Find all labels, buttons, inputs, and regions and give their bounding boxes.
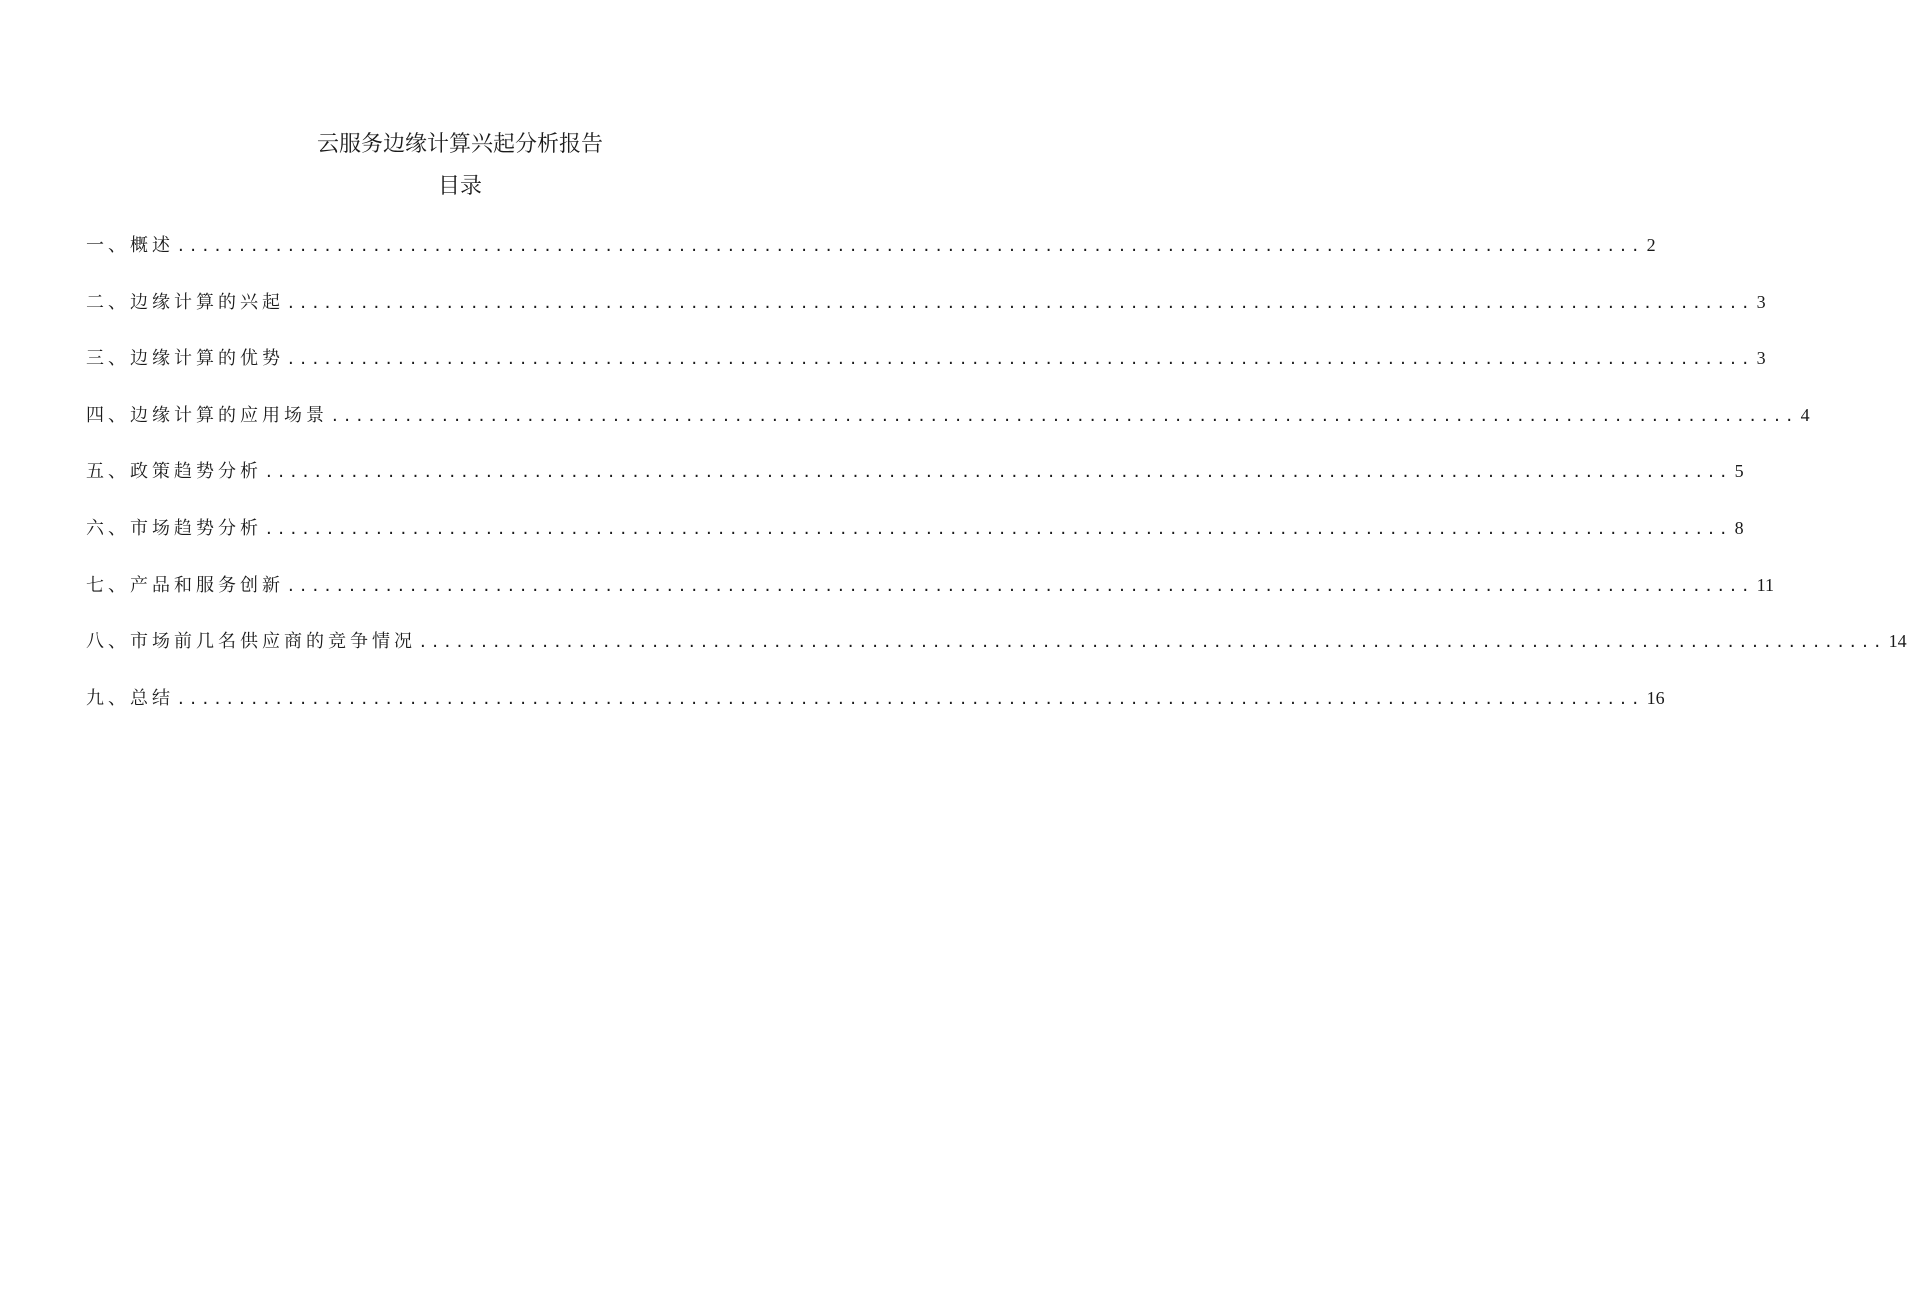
toc-entry-label: 七、产品和服务创新 [86,574,284,596]
toc-leader-dots: ........................................................................................................................ [266,461,1733,483]
toc-entry-label: 三、边缘计算的优势 [86,348,284,370]
toc-leader-dots: ........................................................................................................................ [178,687,1645,709]
toc-entry[interactable] [86,628,1907,685]
toc-entry-label: 一、概述 [86,235,174,256]
toc-entry-label: 五、政策趋势分析 [86,461,262,483]
toc-heading: 目录 [437,174,482,199]
toc-entry-label: 二、边缘计算的兴起 [86,291,284,313]
toc-leader-dots: ........................................................................................................................ [288,348,1755,370]
document-title: 云服务边缘计算兴起分析报告 [316,132,603,157]
toc-entry[interactable] [86,685,1665,742]
toc-entry[interactable] [86,402,1810,459]
toc-entry-page: 3 [1756,348,1766,369]
toc-entry-page: 5 [1734,461,1744,482]
toc-entry-label: 四、边缘计算的应用场景 [86,404,328,426]
toc-entry[interactable] [86,572,1774,629]
toc-entry[interactable] [86,345,1766,402]
toc-entry-page: 11 [1756,574,1774,595]
toc-leader-dots: ........................................................................................................................ [288,291,1755,313]
toc-entry[interactable] [86,515,1744,572]
table-of-contents [86,232,1907,741]
toc-leader-dots: ........................................................................................................................ [288,574,1755,596]
toc-entry-label: 六、市场趋势分析 [86,517,262,539]
toc-entry-page: 4 [1800,404,1810,425]
toc-entry[interactable] [86,458,1744,515]
toc-entry-label: 九、总结 [86,687,174,709]
toc-entry-page: 16 [1646,687,1665,708]
toc-entry-page: 3 [1756,291,1766,312]
toc-leader-dots: ........................................................................................................................ [266,517,1733,539]
toc-entry-page: 8 [1734,517,1744,538]
toc-entry-label: 八、市场前几名供应商的竞争情况 [86,631,416,653]
toc-leader-dots: ........................................................................................................................ [178,235,1645,256]
toc-leader-dots: ........................................................................................................................ [332,404,1799,426]
toc-entry-page: 14 [1888,631,1907,652]
toc-entry[interactable] [86,232,1656,289]
toc-entry-page: 2 [1646,235,1656,255]
toc-leader-dots: ........................................................................................................................ [420,631,1887,653]
toc-entry[interactable] [86,289,1766,346]
